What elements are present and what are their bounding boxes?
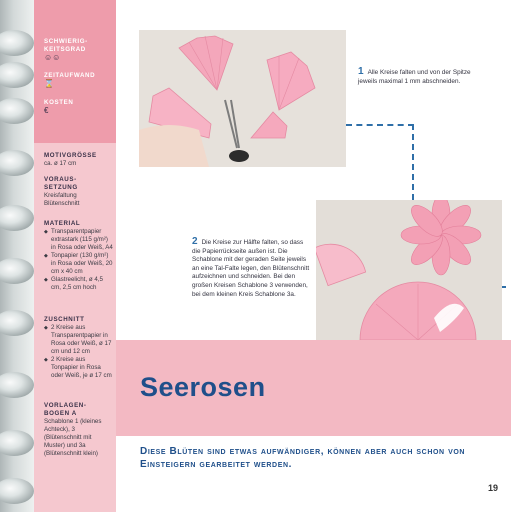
material-heading: MATERIAL	[44, 220, 81, 227]
page-number: 19	[488, 483, 499, 493]
material-item: ◆ Transparentpapier extrastark (115 g/m²) in Rosa oder Weiß, A4	[44, 228, 114, 252]
connector-line	[412, 124, 414, 200]
step-number: 1	[358, 66, 364, 77]
step-text: Die Kreise zur Hälfte falten, so dass die Papierrückseite außen ist. Die Schablone mit der geraden Seite jeweils an eine Tal-Falte legen, den Blütenschnitt aufzeichnen und schneiden. Bei den großen Kreisen Schablone 3 verwenden, bei dem kleinen Kreis Schablone 3a.	[192, 239, 310, 298]
prerequisite-value: Kreisfaltung Blütenschnitt	[44, 192, 80, 207]
photo-folding-circles	[139, 30, 346, 167]
size-value: ca. ø 17 cm	[44, 160, 77, 167]
material-block	[44, 220, 114, 292]
material-item: ◆ Tonpapier (130 g/m²) in Rosa oder Weiß, 20 cm x 40 cm	[44, 252, 114, 276]
cut-heading: ZUSCHNITT	[44, 316, 85, 323]
intro-text: Diese Blüten sind etwas aufwändiger, können aber auch schon von Einsteigern gearbeitet werden.	[140, 446, 466, 470]
euro-icon: €	[44, 106, 49, 115]
page-title: Seerosen	[140, 372, 266, 402]
glass-beads-border	[0, 0, 34, 512]
cut-item: ◆ 2 Kreise aus Tonpapier in Rosa oder Weiß, je ø 17 cm	[44, 356, 114, 380]
cut-item: ◆ 2 Kreise aus Transparentpapier in Rosa oder Weiß, ø 17 cm und 12 cm	[44, 324, 114, 356]
difficulty-heading: SCHWIERIG- KEITSGRAD	[44, 38, 88, 53]
template-block	[44, 402, 114, 458]
time-block	[44, 72, 114, 88]
prerequisite-block	[44, 176, 114, 208]
hourglass-icon: ⌛	[44, 79, 54, 88]
step-2	[192, 238, 310, 299]
time-heading: ZEITAUFWAND	[44, 72, 96, 79]
cost-heading: KOSTEN	[44, 99, 74, 106]
template-value: Schablone 1 (kleines Achteck), 3 (Blütenschnitt mit Muster) und 3a (Blütenschnitt klein)	[44, 418, 102, 457]
step-text: Alle Kreise falten und von der Spitze jeweils maximal 1 mm abschneiden.	[358, 69, 471, 85]
template-heading: VORLAGEN- BOGEN A	[44, 402, 87, 417]
step-number: 2	[192, 236, 198, 247]
prerequisite-heading: VORAUS- SETZUNG	[44, 176, 78, 191]
connector-line	[346, 124, 414, 126]
step-1	[358, 68, 488, 86]
difficulty-block	[44, 38, 114, 62]
size-heading: MOTIVGRÖSSE	[44, 152, 97, 159]
difficulty-icon: ☺☺	[44, 53, 61, 62]
material-item: ◆ Glastreelicht, ø 4,5 cm, 2,5 cm hoch	[44, 276, 114, 292]
photo-cut-blossoms	[316, 200, 502, 345]
cost-block	[44, 99, 114, 115]
size-block	[44, 152, 114, 168]
cut-block	[44, 316, 114, 380]
